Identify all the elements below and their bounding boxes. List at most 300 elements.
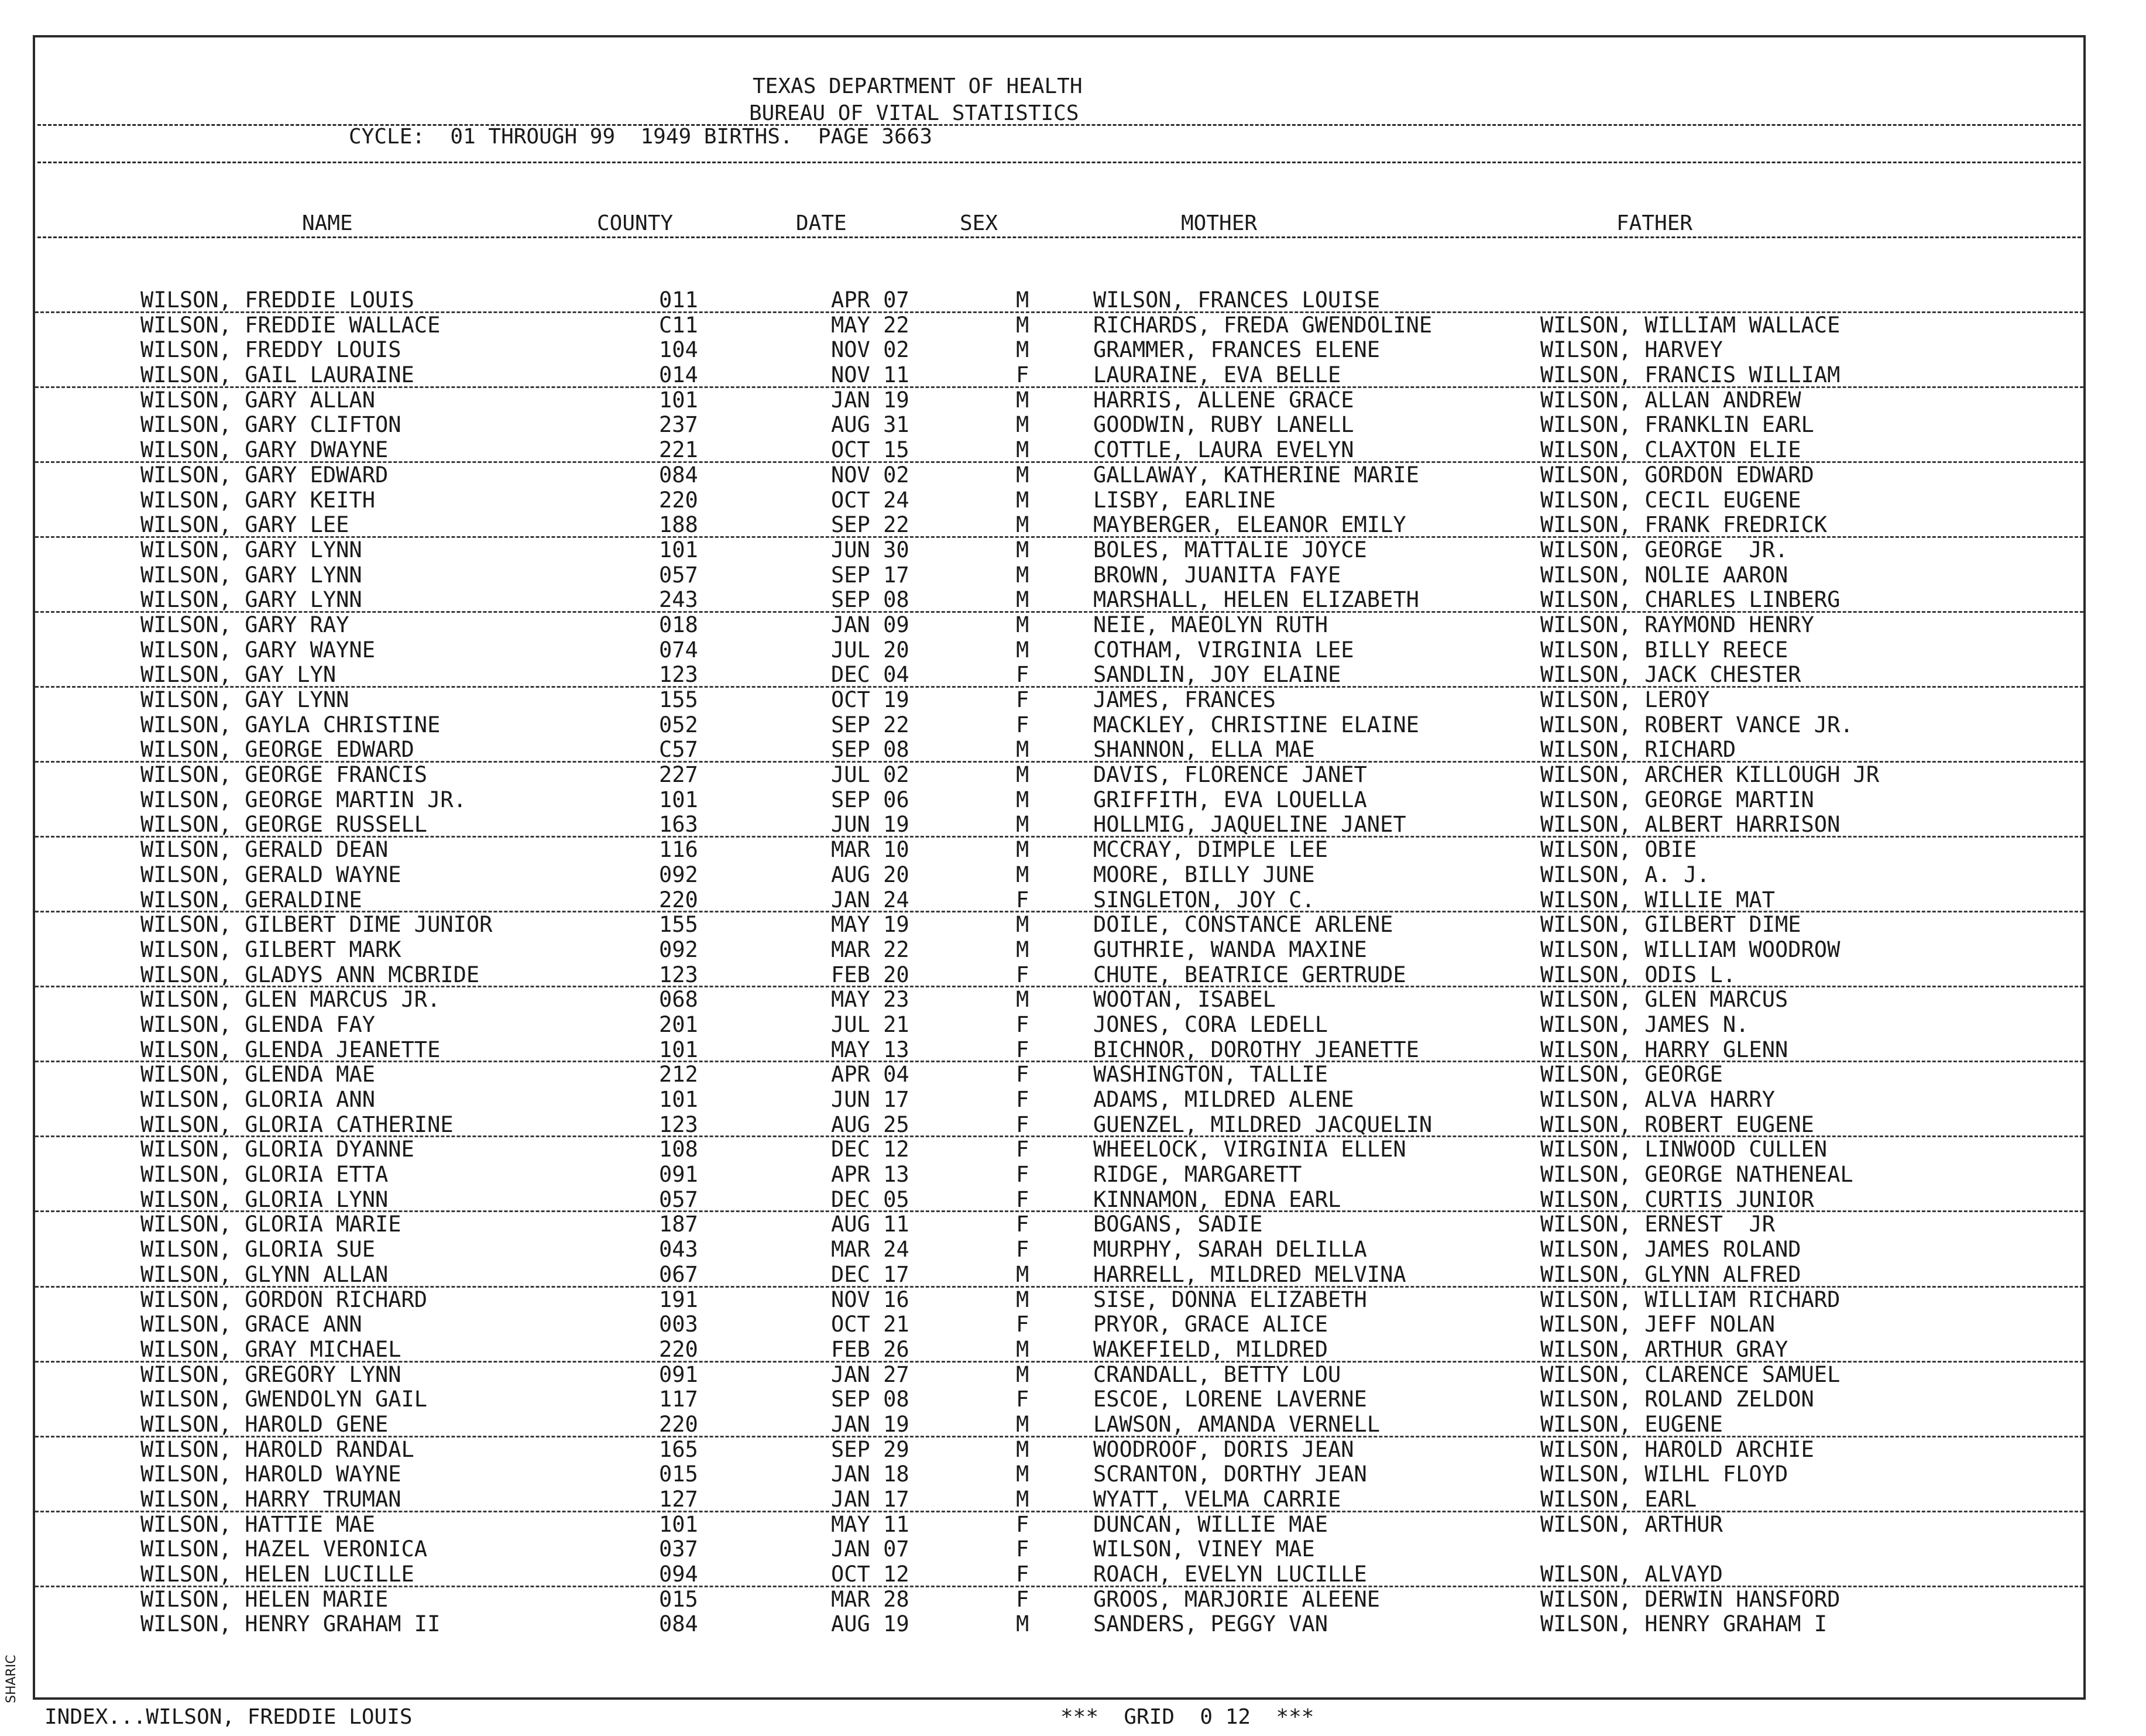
table-row — [35, 938, 2083, 963]
grid-footer: *** GRID 0 12 *** — [1060, 1705, 1314, 1729]
cell-mother: MOORE, BILLY JUNE — [1093, 862, 1315, 887]
cell-mother: HOLLMIG, JAQUELINE JANET — [1093, 812, 1406, 838]
cell-date: JAN 27 — [831, 1361, 909, 1387]
cell-mother: MURPHY, SARAH DELILLA — [1093, 1237, 1367, 1262]
cell-mother: SISE, DONNA ELIZABETH — [1093, 1286, 1367, 1312]
cell-date: MAY 11 — [831, 1511, 909, 1537]
cell-date: MAR 22 — [831, 936, 909, 962]
cell-father: WILSON, A. J. — [1540, 862, 1710, 887]
table-row — [35, 812, 2083, 838]
cell-sex: M — [1016, 912, 1029, 938]
cell-date: SEP 08 — [831, 1387, 909, 1412]
cell-father: WILSON, HARRY GLENN — [1540, 1037, 1788, 1062]
cell-name: WILSON, GLORIA CATHERINE — [140, 1111, 454, 1137]
cell-county: 127 — [659, 1487, 698, 1512]
cell-sex: M — [1016, 862, 1029, 887]
cell-date: OCT 12 — [831, 1562, 909, 1587]
cell-father: WILSON, ROBERT VANCE JR. — [1540, 712, 1853, 737]
cell-father: WILSON, GEORGE JR. — [1540, 537, 1788, 562]
header-divider — [37, 162, 2081, 163]
cell-date: DEC 05 — [831, 1186, 909, 1212]
cell-date: NOV 11 — [831, 362, 909, 388]
cell-father: WILSON, ALVA HARRY — [1540, 1087, 1775, 1112]
cell-county: 084 — [659, 462, 698, 488]
cell-name: WILSON, GILBERT MARK — [140, 936, 401, 962]
cell-sex: F — [1016, 1562, 1029, 1587]
cell-date: MAY 22 — [831, 312, 909, 338]
cell-county: 201 — [659, 1011, 698, 1037]
column-header-father: FATHER — [1616, 211, 1693, 235]
cell-father: WILSON, HARVEY — [1540, 337, 1723, 363]
cell-father: WILSON, HAROLD ARCHIE — [1540, 1436, 1814, 1462]
cell-county: 243 — [659, 587, 698, 613]
cell-father: WILSON, EUGENE — [1540, 1411, 1723, 1437]
cell-date: APR 04 — [831, 1062, 909, 1087]
cell-name: WILSON, GRAY MICHAEL — [140, 1336, 401, 1362]
cell-sex: M — [1016, 512, 1029, 538]
cell-sex: M — [1016, 837, 1029, 863]
cell-date: NOV 02 — [831, 337, 909, 363]
cell-county: 212 — [659, 1062, 698, 1087]
cell-mother: RICHARDS, FREDA GWENDOLINE — [1093, 312, 1433, 338]
cell-name: WILSON, HELEN LUCILLE — [140, 1562, 414, 1587]
cell-county: 101 — [659, 1511, 698, 1537]
cell-name: WILSON, GARY LYNN — [140, 537, 362, 562]
cell-county: 043 — [659, 1237, 698, 1262]
cell-sex: F — [1016, 687, 1029, 712]
table-row — [35, 888, 2083, 913]
cell-mother: CHUTE, BEATRICE GERTRUDE — [1093, 962, 1406, 987]
cell-name: WILSON, GARY DWAYNE — [140, 437, 389, 463]
cell-mother: GUENZEL, MILDRED JACQUELIN — [1093, 1111, 1433, 1137]
cell-date: OCT 21 — [831, 1312, 909, 1337]
cell-date: AUG 20 — [831, 862, 909, 887]
table-row — [35, 1462, 2083, 1487]
header-divider — [37, 124, 2081, 126]
cell-date: JAN 18 — [831, 1461, 909, 1487]
cell-sex: F — [1016, 962, 1029, 987]
cell-date: JUN 17 — [831, 1087, 909, 1112]
cell-father: WILSON, CHARLES LINBERG — [1540, 587, 1841, 613]
cell-mother: WILSON, FRANCES LOUISE — [1093, 287, 1381, 313]
cell-county: 068 — [659, 987, 698, 1013]
cell-sex: F — [1016, 1536, 1029, 1562]
column-header-date: DATE — [796, 211, 847, 235]
cell-county: 165 — [659, 1436, 698, 1462]
bureau-title: BUREAU OF VITAL STATISTICS — [749, 101, 1079, 125]
cell-sex: M — [1016, 1361, 1029, 1387]
cell-sex: M — [1016, 387, 1029, 413]
cell-mother: ROACH, EVELYN LUCILLE — [1093, 1562, 1367, 1587]
cell-name: WILSON, GLORIA MARIE — [140, 1212, 401, 1237]
cell-father: WILSON, ALVAYD — [1540, 1562, 1723, 1587]
cell-sex: M — [1016, 487, 1029, 513]
cell-mother: JONES, CORA LEDELL — [1093, 1011, 1328, 1037]
index-footer: INDEX...WILSON, FREDDIE LOUIS — [44, 1705, 413, 1729]
cell-mother: ESCOE, LORENE LAVERNE — [1093, 1387, 1367, 1412]
cell-father: WILSON, OBIE — [1540, 837, 1697, 863]
column-header-county: COUNTY — [597, 211, 674, 235]
cell-name: WILSON, GLORIA SUE — [140, 1237, 375, 1262]
cell-name: WILSON, GLADYS ANN MCBRIDE — [140, 962, 480, 987]
cell-date: FEB 26 — [831, 1336, 909, 1362]
cell-date: SEP 08 — [831, 587, 909, 613]
cell-county: 011 — [659, 287, 698, 313]
cell-date: SEP 08 — [831, 737, 909, 763]
cell-county: 067 — [659, 1261, 698, 1287]
cell-mother: DUNCAN, WILLIE MAE — [1093, 1511, 1328, 1537]
cell-mother: NEIE, MAEOLYN RUTH — [1093, 612, 1328, 637]
cell-mother: WYATT, VELMA CARRIE — [1093, 1487, 1341, 1512]
cell-date: SEP 17 — [831, 562, 909, 588]
cell-date: JUN 19 — [831, 812, 909, 838]
cell-county: 155 — [659, 912, 698, 938]
cell-county: 220 — [659, 1336, 698, 1362]
cell-county: C11 — [659, 312, 698, 338]
cell-date: AUG 31 — [831, 412, 909, 438]
cell-name: WILSON, FREDDY LOUIS — [140, 337, 401, 363]
table-row — [35, 688, 2083, 713]
cell-mother: RIDGE, MARGARETT — [1093, 1162, 1302, 1188]
cell-name: WILSON, GILBERT DIME JUNIOR — [140, 912, 493, 938]
cell-father: WILSON, JAMES N. — [1540, 1011, 1749, 1037]
cell-sex: F — [1016, 1137, 1029, 1162]
cell-sex: M — [1016, 1261, 1029, 1287]
cell-mother: BROWN, JUANITA FAYE — [1093, 562, 1341, 588]
cell-mother: GUTHRIE, WANDA MAXINE — [1093, 936, 1367, 962]
cell-sex: F — [1016, 1111, 1029, 1137]
cell-date: JUL 21 — [831, 1011, 909, 1037]
cell-date: JAN 17 — [831, 1487, 909, 1512]
cell-county: 015 — [659, 1461, 698, 1487]
cell-mother: WOOTAN, ISABEL — [1093, 987, 1276, 1013]
cell-date: DEC 04 — [831, 662, 909, 688]
cell-mother: GRAMMER, FRANCES ELENE — [1093, 337, 1381, 363]
cell-father: WILSON, GEORGE MARTIN — [1540, 787, 1814, 812]
cell-father: WILSON, NOLIE AARON — [1540, 562, 1788, 588]
cell-mother: SANDERS, PEGGY VAN — [1093, 1611, 1328, 1637]
cell-date: JUL 20 — [831, 637, 909, 663]
cell-name: WILSON, GARY CLIFTON — [140, 412, 401, 438]
cell-county: 123 — [659, 1111, 698, 1137]
cell-county: 104 — [659, 337, 698, 363]
table-row — [35, 513, 2083, 538]
cell-county: 101 — [659, 1037, 698, 1062]
cell-name: WILSON, GARY ALLAN — [140, 387, 375, 413]
cell-father: WILSON, GORDON EDWARD — [1540, 462, 1814, 488]
cell-father: WILSON, FRANK FREDRICK — [1540, 512, 1828, 538]
cell-father: WILSON, EARL — [1540, 1487, 1697, 1512]
cell-mother: GRIFFITH, EVA LOUELLA — [1093, 787, 1367, 812]
cell-county: 101 — [659, 1087, 698, 1112]
table-row — [35, 1062, 2083, 1087]
cell-sex: M — [1016, 1286, 1029, 1312]
cell-mother: GALLAWAY, KATHERINE MARIE — [1093, 462, 1419, 488]
records-table — [35, 288, 2083, 1637]
cell-county: 014 — [659, 362, 698, 388]
cell-county: 015 — [659, 1586, 698, 1612]
cell-sex: M — [1016, 1436, 1029, 1462]
cell-sex: M — [1016, 1411, 1029, 1437]
table-row — [35, 1288, 2083, 1313]
cell-name: WILSON, FREDDIE WALLACE — [140, 312, 441, 338]
cell-mother: COTTLE, LAURA EVELYN — [1093, 437, 1354, 463]
cell-sex: M — [1016, 1487, 1029, 1512]
table-row — [35, 313, 2083, 338]
cell-county: 191 — [659, 1286, 698, 1312]
table-row — [35, 838, 2083, 863]
table-row — [35, 1363, 2083, 1388]
cell-sex: M — [1016, 312, 1029, 338]
cell-sex: M — [1016, 812, 1029, 838]
cell-sex: F — [1016, 1387, 1029, 1412]
cell-name: WILSON, GLORIA LYNN — [140, 1186, 389, 1212]
table-row — [35, 338, 2083, 363]
cell-date: MAR 28 — [831, 1586, 909, 1612]
cell-name: WILSON, GLEN MARCUS JR. — [140, 987, 441, 1013]
cell-name: WILSON, HAROLD GENE — [140, 1411, 389, 1437]
cell-county: 108 — [659, 1137, 698, 1162]
cell-county: 227 — [659, 762, 698, 788]
cell-father: WILSON, WILLIAM WOODROW — [1540, 936, 1841, 962]
cell-name: WILSON, HAZEL VERONICA — [140, 1536, 428, 1562]
cell-name: WILSON, GARY RAY — [140, 612, 349, 637]
table-row — [35, 987, 2083, 1013]
table-row — [35, 763, 2083, 788]
cell-county: 123 — [659, 662, 698, 688]
cell-name: WILSON, GLORIA ETTA — [140, 1162, 389, 1188]
cell-county: 091 — [659, 1162, 698, 1188]
cell-county: 057 — [659, 562, 698, 588]
table-row — [35, 1387, 2083, 1412]
cell-date: MAR 10 — [831, 837, 909, 863]
margin-mark: SHARIC — [4, 1655, 19, 1703]
table-row — [35, 588, 2083, 613]
cell-county: 037 — [659, 1536, 698, 1562]
cell-date: MAY 19 — [831, 912, 909, 938]
table-row — [35, 1162, 2083, 1188]
cell-mother: SHANNON, ELLA MAE — [1093, 737, 1315, 763]
cell-name: WILSON, GARY EDWARD — [140, 462, 389, 488]
cell-sex: M — [1016, 1611, 1029, 1637]
cell-county: 101 — [659, 787, 698, 812]
cell-date: NOV 02 — [831, 462, 909, 488]
cell-name: WILSON, GEORGE MARTIN JR. — [140, 787, 466, 812]
cell-mother: WOODROOF, DORIS JEAN — [1093, 1436, 1354, 1462]
cell-mother: CRANDALL, BETTY LOU — [1093, 1361, 1341, 1387]
cell-name: WILSON, HAROLD RANDAL — [140, 1436, 414, 1462]
cell-date: FEB 20 — [831, 962, 909, 987]
cell-name: WILSON, GERALDINE — [140, 887, 362, 912]
cell-sex: M — [1016, 537, 1029, 562]
cell-date: JAN 07 — [831, 1536, 909, 1562]
cell-father: WILSON, ARTHUR GRAY — [1540, 1336, 1788, 1362]
cell-father: WILSON, JAMES ROLAND — [1540, 1237, 1801, 1262]
cell-father: WILSON, GEORGE NATHENEAL — [1540, 1162, 1853, 1188]
cell-sex: F — [1016, 1011, 1029, 1037]
cell-father: WILSON, LEROY — [1540, 687, 1710, 712]
cell-name: WILSON, HARRY TRUMAN — [140, 1487, 401, 1512]
cell-mother: DOILE, CONSTANCE ARLENE — [1093, 912, 1393, 938]
cell-sex: F — [1016, 1037, 1029, 1062]
cell-sex: M — [1016, 637, 1029, 663]
cell-mother: BOGANS, SADIE — [1093, 1212, 1263, 1237]
table-row — [35, 663, 2083, 688]
cell-sex: F — [1016, 1162, 1029, 1188]
cell-county: 220 — [659, 887, 698, 912]
cell-county: 187 — [659, 1212, 698, 1237]
cell-date: JUN 30 — [831, 537, 909, 562]
cell-father: WILSON, GEORGE — [1540, 1062, 1723, 1087]
table-row — [35, 1212, 2083, 1237]
cell-county: 221 — [659, 437, 698, 463]
cell-county: 057 — [659, 1186, 698, 1212]
cell-date: JAN 09 — [831, 612, 909, 637]
cell-sex: F — [1016, 887, 1029, 912]
cell-date: DEC 17 — [831, 1261, 909, 1287]
cell-mother: LISBY, EARLINE — [1093, 487, 1276, 513]
cell-sex: M — [1016, 936, 1029, 962]
cell-mother: SANDLIN, JOY ELAINE — [1093, 662, 1341, 688]
cell-county: 094 — [659, 1562, 698, 1587]
cell-mother: ADAMS, MILDRED ALENE — [1093, 1087, 1354, 1112]
cell-county: 123 — [659, 962, 698, 987]
cell-father: WILSON, ROBERT EUGENE — [1540, 1111, 1814, 1137]
cell-mother: HARRELL, MILDRED MELVINA — [1093, 1261, 1406, 1287]
cell-father: WILSON, CURTIS JUNIOR — [1540, 1186, 1814, 1212]
table-row — [35, 1487, 2083, 1512]
cell-mother: KINNAMON, EDNA EARL — [1093, 1186, 1341, 1212]
cell-sex: M — [1016, 587, 1029, 613]
cell-father: WILSON, ROLAND ZELDON — [1540, 1387, 1814, 1412]
cell-name: WILSON, GEORGE EDWARD — [140, 737, 414, 763]
cell-sex: M — [1016, 612, 1029, 637]
cell-name: WILSON, GORDON RICHARD — [140, 1286, 428, 1312]
cell-sex: M — [1016, 762, 1029, 788]
cell-sex: M — [1016, 987, 1029, 1013]
table-row — [35, 413, 2083, 438]
cell-sex: M — [1016, 737, 1029, 763]
cell-date: MAY 23 — [831, 987, 909, 1013]
cell-date: SEP 29 — [831, 1436, 909, 1462]
table-row — [35, 1262, 2083, 1288]
cell-mother: SINGLETON, JOY C. — [1093, 887, 1315, 912]
cell-father: WILSON, GLEN MARCUS — [1540, 987, 1788, 1013]
table-row — [35, 438, 2083, 463]
cell-mother: DAVIS, FLORENCE JANET — [1093, 762, 1367, 788]
cell-date: JAN 19 — [831, 1411, 909, 1437]
table-row — [35, 1587, 2083, 1613]
table-row — [35, 463, 2083, 488]
table-row — [35, 1437, 2083, 1463]
table-row — [35, 912, 2083, 938]
record-page — [33, 35, 2086, 1729]
cell-county: 220 — [659, 487, 698, 513]
cell-date: OCT 15 — [831, 437, 909, 463]
cell-name: WILSON, GARY WAYNE — [140, 637, 375, 663]
cell-sex: F — [1016, 1586, 1029, 1612]
cell-name: WILSON, GARY LYNN — [140, 587, 362, 613]
cell-county: 116 — [659, 837, 698, 863]
cell-mother: SCRANTON, DORTHY JEAN — [1093, 1461, 1367, 1487]
cell-mother: MAYBERGER, ELEANOR EMILY — [1093, 512, 1406, 538]
cell-date: OCT 19 — [831, 687, 909, 712]
cell-sex: F — [1016, 662, 1029, 688]
cell-county: 188 — [659, 512, 698, 538]
cell-name: WILSON, GLORIA DYANNE — [140, 1137, 414, 1162]
cell-name: WILSON, GREGORY LYNN — [140, 1361, 401, 1387]
table-row — [35, 1237, 2083, 1262]
cell-name: WILSON, GEORGE FRANCIS — [140, 762, 428, 788]
cell-name: WILSON, HENRY GRAHAM II — [140, 1611, 441, 1637]
cell-father: WILSON, ARTHUR — [1540, 1511, 1723, 1537]
cell-father: WILSON, DERWIN HANSFORD — [1540, 1586, 1841, 1612]
cell-father: WILSON, JACK CHESTER — [1540, 662, 1801, 688]
cell-date: AUG 19 — [831, 1611, 909, 1637]
cell-county: 052 — [659, 712, 698, 737]
table-row — [35, 713, 2083, 738]
cell-sex: M — [1016, 287, 1029, 313]
cell-date: JUL 02 — [831, 762, 909, 788]
cell-father: WILSON, HENRY GRAHAM I — [1540, 1611, 1828, 1637]
cell-father: WILSON, CLARENCE SAMUEL — [1540, 1361, 1841, 1387]
cell-name: WILSON, GRACE ANN — [140, 1312, 362, 1337]
cell-name: WILSON, GLORIA ANN — [140, 1087, 375, 1112]
cell-mother: MACKLEY, CHRISTINE ELAINE — [1093, 712, 1419, 737]
column-header-mother: MOTHER — [1181, 211, 1258, 235]
table-row — [35, 1188, 2083, 1213]
cell-mother: COTHAM, VIRGINIA LEE — [1093, 637, 1354, 663]
cell-name: WILSON, GARY LEE — [140, 512, 349, 538]
cell-date: SEP 22 — [831, 512, 909, 538]
cell-mother: JAMES, FRANCES — [1093, 687, 1276, 712]
cell-name: WILSON, GLYNN ALLAN — [140, 1261, 389, 1287]
cell-name: WILSON, GLENDA FAY — [140, 1011, 375, 1037]
cell-father: WILSON, WILHL FLOYD — [1540, 1461, 1788, 1487]
cell-name: WILSON, GERALD WAYNE — [140, 862, 401, 887]
cell-name: WILSON, GAY LYNN — [140, 687, 349, 712]
cell-father: WILSON, ERNEST JR — [1540, 1212, 1775, 1237]
cell-name: WILSON, GARY KEITH — [140, 487, 375, 513]
cell-date: AUG 11 — [831, 1212, 909, 1237]
table-row — [35, 1137, 2083, 1162]
table-row — [35, 788, 2083, 813]
cell-name: WILSON, HAROLD WAYNE — [140, 1461, 401, 1487]
cell-father: WILSON, RICHARD — [1540, 737, 1736, 763]
cell-name: WILSON, GAY LYN — [140, 662, 337, 688]
cell-sex: F — [1016, 1186, 1029, 1212]
cell-county: 092 — [659, 862, 698, 887]
cell-sex: M — [1016, 562, 1029, 588]
cell-sex: F — [1016, 362, 1029, 388]
cell-sex: M — [1016, 462, 1029, 488]
cell-name: WILSON, GLENDA JEANETTE — [140, 1037, 441, 1062]
table-row — [35, 1512, 2083, 1538]
cell-date: MAY 13 — [831, 1037, 909, 1062]
cell-sex: F — [1016, 712, 1029, 737]
cell-sex: F — [1016, 1212, 1029, 1237]
table-row — [35, 1562, 2083, 1587]
cell-sex: M — [1016, 1461, 1029, 1487]
cell-father: WILSON, JEFF NOLAN — [1540, 1312, 1775, 1337]
cell-father: WILSON, CECIL EUGENE — [1540, 487, 1801, 513]
cell-name: WILSON, GARY LYNN — [140, 562, 362, 588]
column-header-divider — [37, 236, 2081, 238]
cell-father: WILSON, WILLIAM RICHARD — [1540, 1286, 1841, 1312]
table-row — [35, 1537, 2083, 1562]
cell-date: JAN 24 — [831, 887, 909, 912]
cell-name: WILSON, GERALD DEAN — [140, 837, 389, 863]
